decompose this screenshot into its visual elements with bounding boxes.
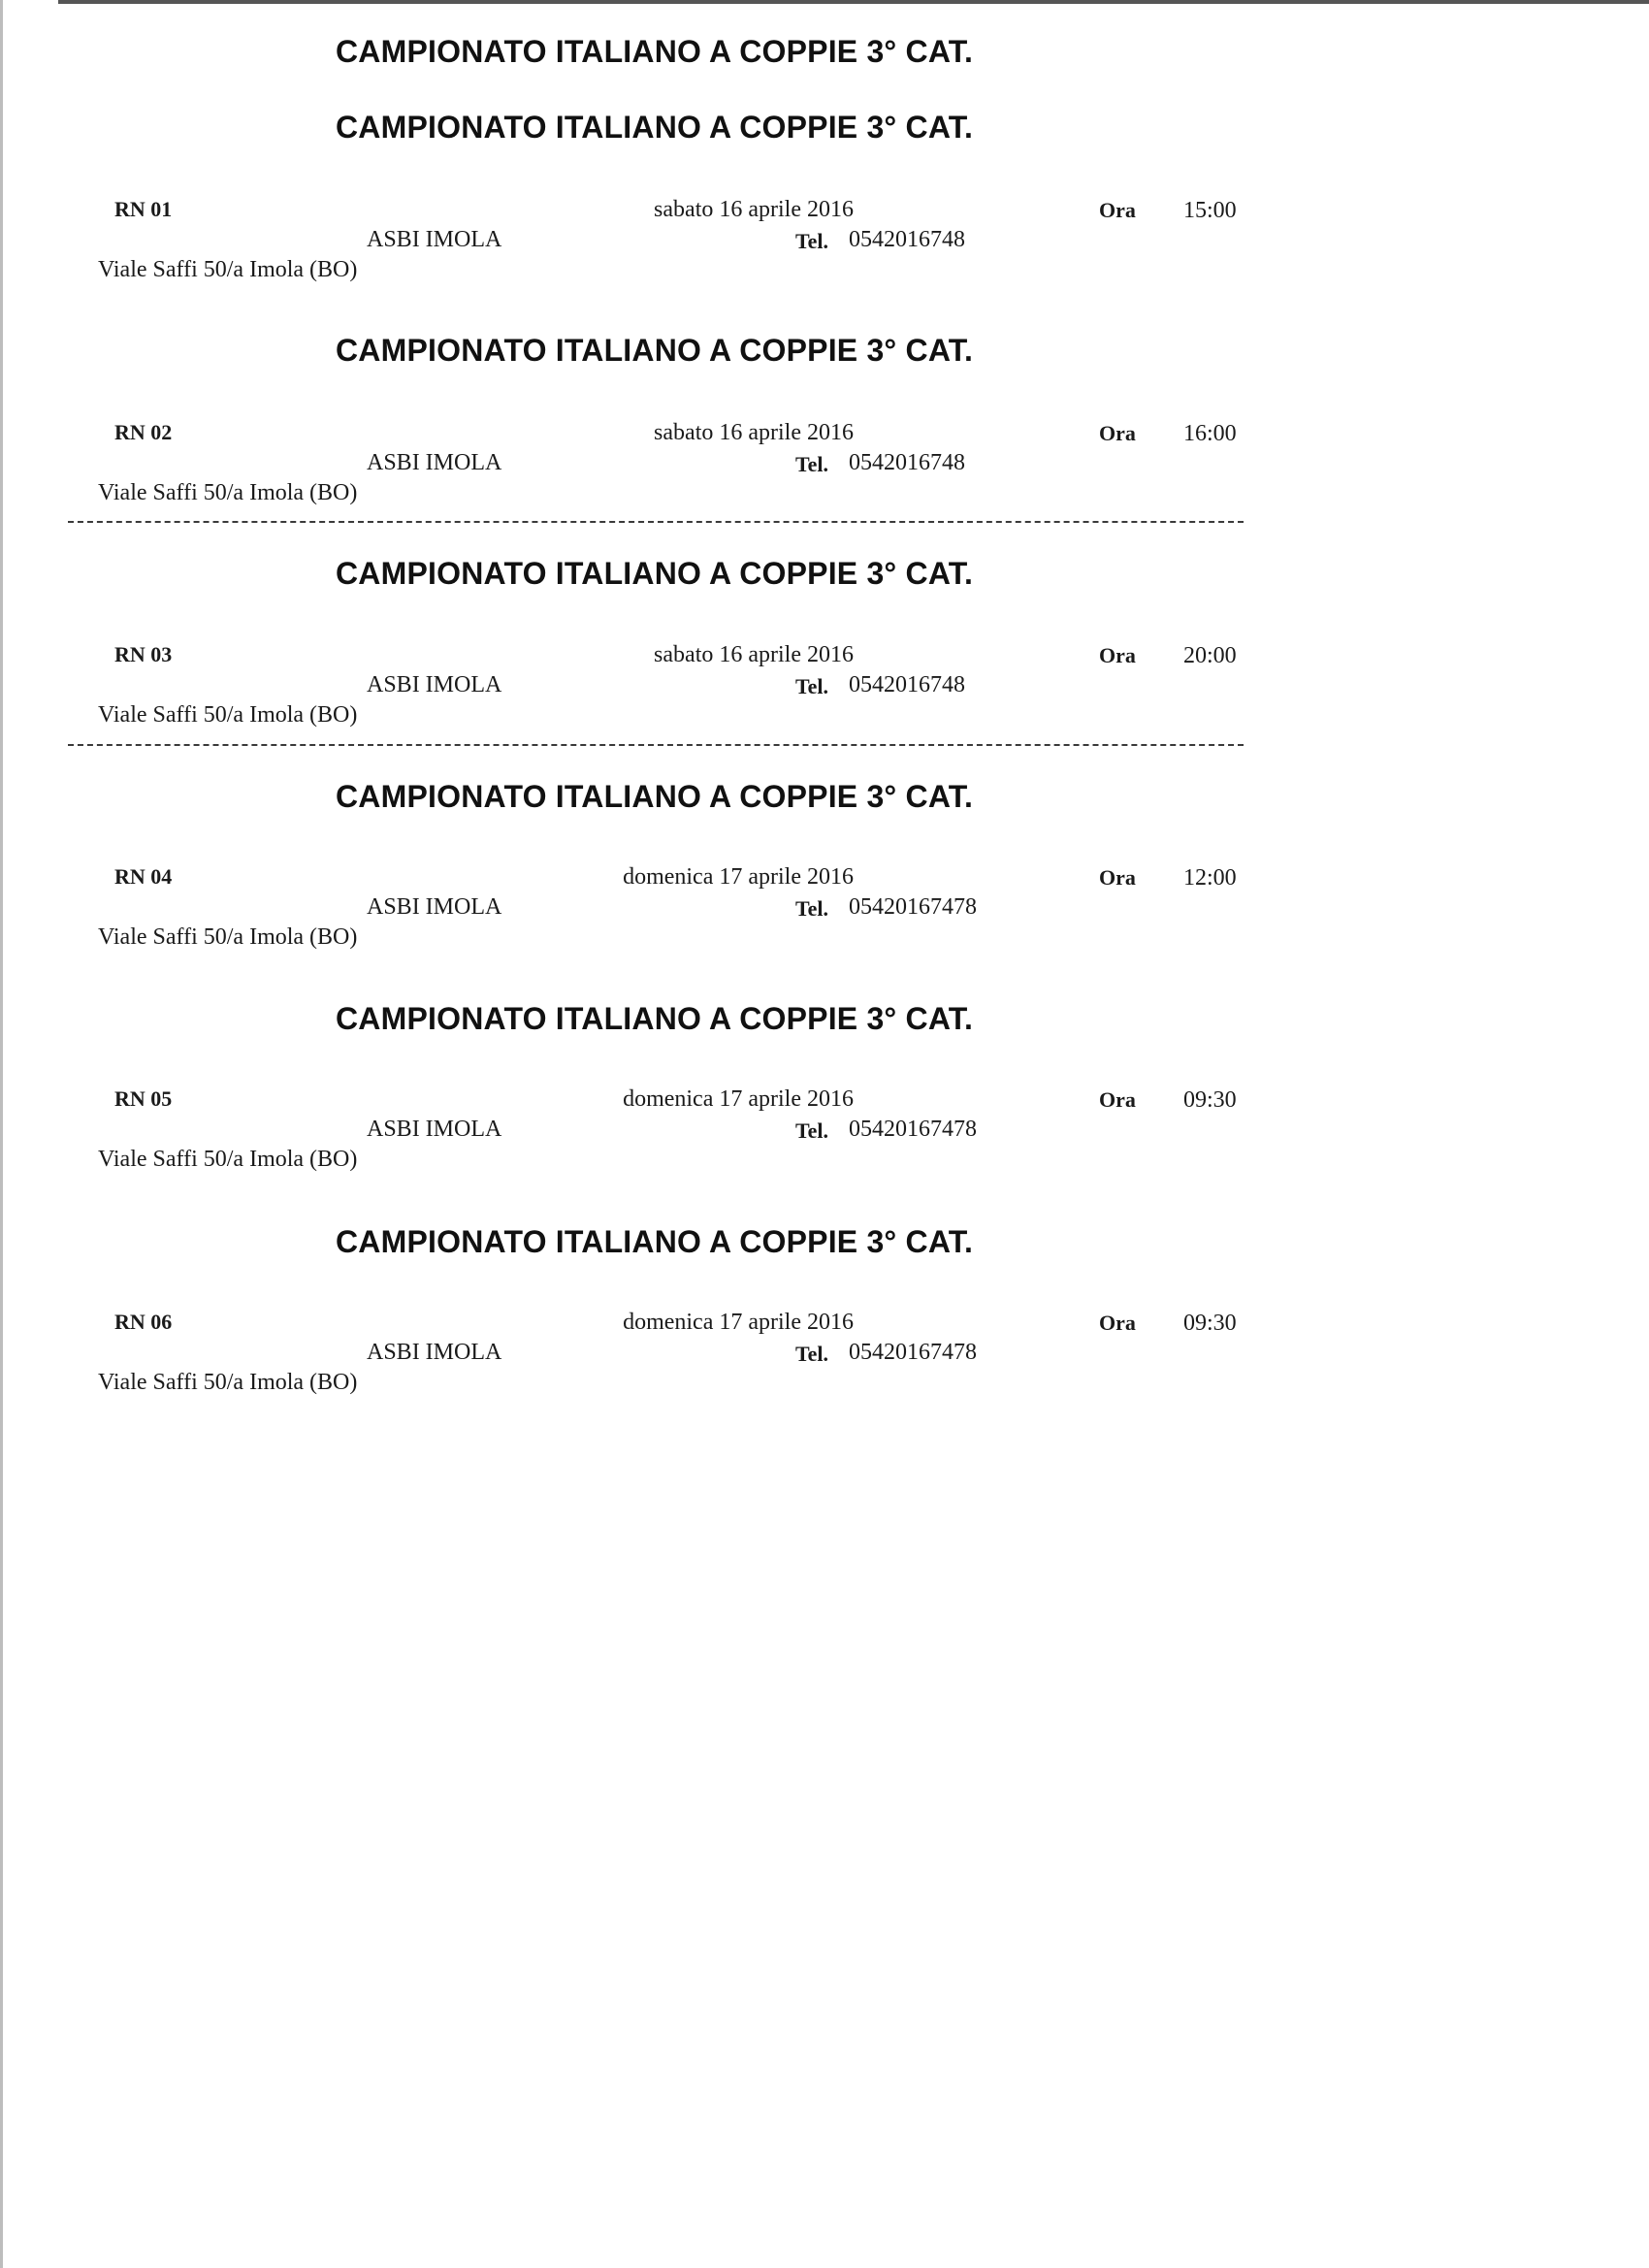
cut-line xyxy=(68,521,1244,523)
slip-club: ASBI IMOLA xyxy=(367,450,502,475)
registration-slip xyxy=(0,642,1261,759)
slip-date: sabato 16 aprile 2016 xyxy=(654,197,854,222)
slip-time: 09:30 xyxy=(1183,1087,1237,1113)
registration-slip xyxy=(0,1310,1261,1426)
slip-club: ASBI IMOLA xyxy=(367,1117,502,1142)
slip-code: RN 05 xyxy=(114,1086,173,1111)
tel-label: Tel. xyxy=(795,229,829,253)
slip-date: domenica 17 aprile 2016 xyxy=(623,864,854,890)
slip-code: RN 03 xyxy=(114,642,173,666)
slip-phone: 05420167478 xyxy=(849,1117,977,1142)
slip-title: CAMPIONATO ITALIANO A COPPIE 3° CAT. xyxy=(336,779,974,814)
slip-time: 16:00 xyxy=(1183,421,1237,446)
slip-address: Viale Saffi 50/a Imola (BO) xyxy=(98,924,358,950)
slip-address: Viale Saffi 50/a Imola (BO) xyxy=(98,480,358,505)
slip-club: ASBI IMOLA xyxy=(367,894,502,920)
slip-club: ASBI IMOLA xyxy=(367,227,502,252)
slip-title: CAMPIONATO ITALIANO A COPPIE 3° CAT. xyxy=(336,1001,974,1036)
tel-label: Tel. xyxy=(795,896,829,921)
slip-phone: 05420167478 xyxy=(849,1340,977,1365)
slip-title: CAMPIONATO ITALIANO A COPPIE 3° CAT. xyxy=(336,1224,974,1259)
slip-date: domenica 17 aprile 2016 xyxy=(623,1086,854,1112)
slip-title: CAMPIONATO ITALIANO A COPPIE 3° CAT. xyxy=(336,333,974,368)
slip-time: 09:30 xyxy=(1183,1311,1237,1336)
slip-code: RN 02 xyxy=(114,420,173,444)
slip-address: Viale Saffi 50/a Imola (BO) xyxy=(98,257,358,282)
tel-label: Tel. xyxy=(795,674,829,698)
slip-code: RN 01 xyxy=(114,197,173,221)
slip-club: ASBI IMOLA xyxy=(367,1340,502,1365)
ora-label: Ora xyxy=(1099,1087,1136,1112)
scan-top-edge xyxy=(58,0,1649,4)
slip-code: RN 04 xyxy=(114,864,173,889)
slip-address: Viale Saffi 50/a Imola (BO) xyxy=(98,1370,358,1395)
slip-time: 15:00 xyxy=(1183,198,1237,223)
page-title: CAMPIONATO ITALIANO A COPPIE 3° CAT. xyxy=(336,34,974,69)
registration-slip xyxy=(0,197,1261,313)
slip-phone: 0542016748 xyxy=(849,227,965,252)
ora-label: Ora xyxy=(1099,198,1136,222)
tel-label: Tel. xyxy=(795,452,829,476)
slip-date: sabato 16 aprile 2016 xyxy=(654,420,854,445)
registration-slip xyxy=(0,1086,1261,1203)
slip-code: RN 06 xyxy=(114,1310,173,1334)
slip-phone: 05420167478 xyxy=(849,894,977,920)
slip-address: Viale Saffi 50/a Imola (BO) xyxy=(98,1147,358,1172)
page-title-repeat: CAMPIONATO ITALIANO A COPPIE 3° CAT. xyxy=(336,110,974,145)
slip-title: CAMPIONATO ITALIANO A COPPIE 3° CAT. xyxy=(336,556,974,591)
slip-date: domenica 17 aprile 2016 xyxy=(623,1310,854,1335)
registration-slip xyxy=(0,420,1261,536)
registration-slip xyxy=(0,864,1261,981)
ora-label: Ora xyxy=(1099,1311,1136,1335)
slip-time: 12:00 xyxy=(1183,865,1237,891)
slip-address: Viale Saffi 50/a Imola (BO) xyxy=(98,702,358,728)
tel-label: Tel. xyxy=(795,1342,829,1366)
tel-label: Tel. xyxy=(795,1118,829,1143)
ora-label: Ora xyxy=(1099,421,1136,445)
slip-time: 20:00 xyxy=(1183,643,1237,668)
slip-club: ASBI IMOLA xyxy=(367,672,502,697)
slip-phone: 0542016748 xyxy=(849,672,965,697)
cut-line xyxy=(68,744,1244,746)
slip-date: sabato 16 aprile 2016 xyxy=(654,642,854,667)
ora-label: Ora xyxy=(1099,643,1136,667)
slip-phone: 0542016748 xyxy=(849,450,965,475)
ora-label: Ora xyxy=(1099,865,1136,890)
